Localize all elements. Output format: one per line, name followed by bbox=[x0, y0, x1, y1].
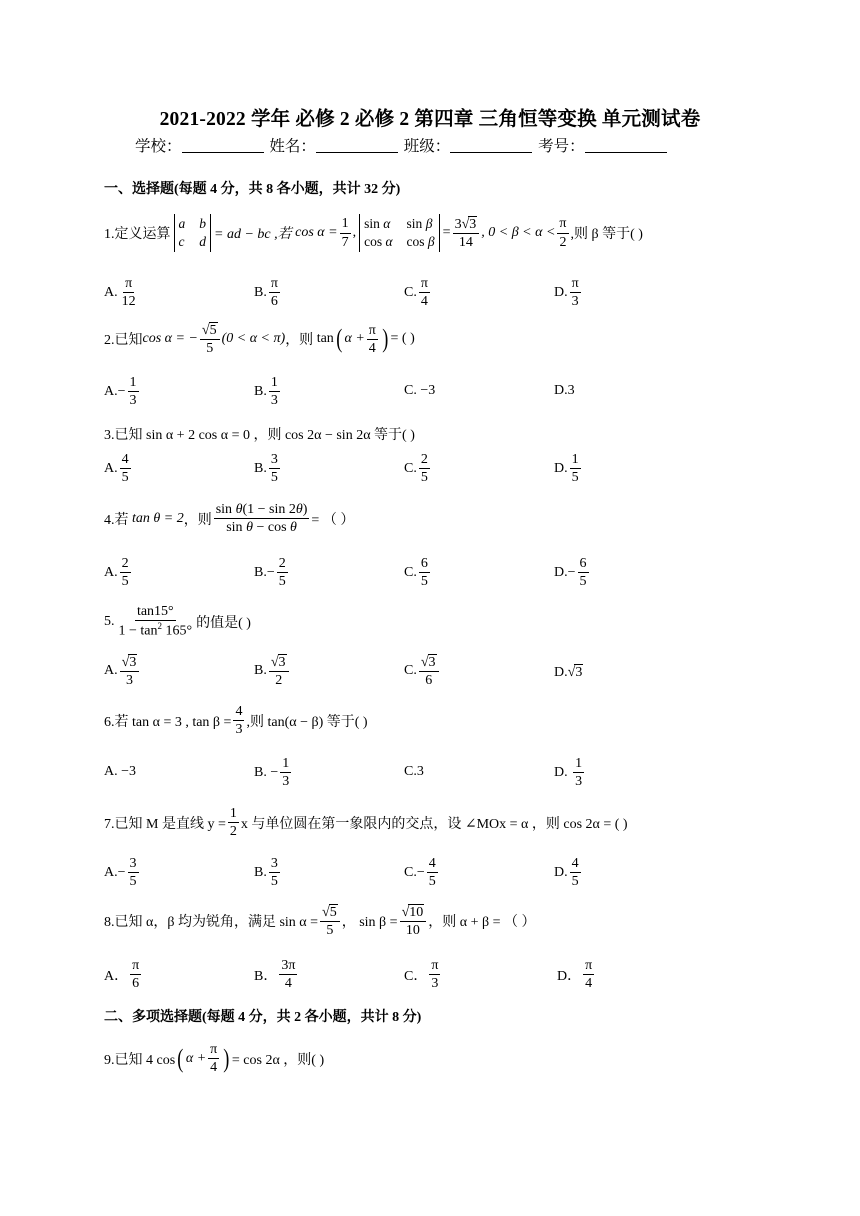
option-a[interactable]: A. −3 bbox=[104, 764, 137, 779]
option-c[interactable]: C. √ $\frac{3}{6}$ bbox=[404, 654, 441, 689]
determinant-trig: sin α sin β cos α cos β bbox=[359, 214, 440, 252]
option-c[interactable]: C.3 bbox=[404, 764, 424, 779]
question-1: 1.定义运算 a b c d = ad − bc ,若 cos α = $\frac{1}{7}$ , sin α sin β cos α cos β = $\frac{3√ 3}{14}$ , 0 < β < α < $\frac{\pi}{2}$ ,则 β 等于( ) bbox=[104, 214, 643, 252]
option-a[interactable]: A. − $\frac{1}{3}$ bbox=[104, 375, 137, 409]
option-d[interactable]: D. $\frac{1}{5}$ bbox=[554, 452, 579, 486]
exam-no-label: 考号： bbox=[538, 138, 585, 155]
option-b[interactable]: B. √ $\frac{3}{2}$ bbox=[254, 654, 291, 689]
question-5: 5. $\frac{\tan 15^\circ}{1 - \tan^2 165^\circ}$ 的值是( ) bbox=[104, 604, 251, 640]
question-4: 4.若 tan θ = 2 ，则 $\frac{\text{sin θ(1 − sin 2θ)}}{\text{sin θ − cos θ}}$ = （ ） bbox=[104, 502, 355, 536]
option-a[interactable]: A. $\frac{\pi}{12}$ bbox=[104, 276, 136, 310]
section-heading-multi: 二、多项选择题(每题 4 分，共 2 各小题，共计 8 分) bbox=[104, 1010, 422, 1025]
option-c[interactable]: C. $\frac{\pi}{4}$ bbox=[404, 276, 428, 310]
option-a[interactable]: A. $\frac{4}{5}$ bbox=[104, 452, 129, 486]
option-d[interactable]: D.3 bbox=[554, 383, 575, 398]
option-c[interactable]: C. −3 bbox=[404, 383, 436, 398]
name-label: 姓名： bbox=[269, 138, 316, 155]
option-d[interactable]: D. $\frac{\pi}{3}$ bbox=[554, 276, 579, 310]
option-d[interactable]: D. √ 3 bbox=[554, 664, 583, 681]
name-field[interactable] bbox=[316, 138, 398, 153]
option-b[interactable]: B. $\frac{3}{5}$ bbox=[254, 452, 278, 486]
question-2: 2.已知 cos α = − √ $\frac{5}{5}$ (0 < α < π) ，则 tan ( α + $\frac{\pi}{4}$ ) = ( ) bbox=[104, 322, 415, 357]
question-7: 7.已知 M 是直线 y = $\frac{1}{2}$ x 与单位圆在第一象限内的交点，设 ∠MOx = α ，则 cos 2α = ( ) bbox=[104, 806, 628, 840]
option-a[interactable]: A. $\frac{2}{5}$ bbox=[104, 556, 129, 590]
option-d[interactable]: D． $\frac{\pi}{4}$ bbox=[557, 958, 593, 992]
school-label: 学校： bbox=[135, 138, 182, 155]
determinant-abcd: a b c d bbox=[174, 214, 212, 252]
class-field[interactable] bbox=[450, 138, 532, 153]
question-9: 9.已知 4 cos ( α + $\frac{\pi}{4}$ ) = cos 2α ，则( ) bbox=[104, 1042, 325, 1076]
option-d[interactable]: D. − $\frac{6}{5}$ bbox=[554, 556, 587, 590]
option-b[interactable]: B. $\frac{\pi}{6}$ bbox=[254, 276, 278, 310]
option-a[interactable]: A. − $\frac{3}{5}$ bbox=[104, 856, 137, 890]
option-c[interactable]: C． $\frac{\pi}{3}$ bbox=[404, 958, 439, 992]
question-3: 3.已知 sin α + 2 cos α = 0 ，则 cos 2α − sin 2α 等于( ) bbox=[104, 428, 415, 443]
option-d[interactable]: D. $\frac{1}{3}$ bbox=[554, 756, 583, 790]
option-c[interactable]: C. − $\frac{4}{5}$ bbox=[404, 856, 436, 890]
question-8: 8.已知 α，β 均为锐角，满足 sin α = √ $\frac{5}{5}$ ， sin β = √ $\frac{10}{10}$ ，则 α + β = （ ） bbox=[104, 904, 536, 939]
question-6: 6.若 tan α = 3 , tan β = $\frac{4}{3}$ ,则 tan(α − β) 等于( ) bbox=[104, 704, 368, 738]
option-b[interactable]: B. − $\frac{1}{3}$ bbox=[254, 756, 290, 790]
page-title: 2021-2022 学年 必修 2 必修 2 第四章 三角恒等变换 单元测试卷 bbox=[159, 109, 701, 130]
option-b[interactable]: B. − $\frac{2}{5}$ bbox=[254, 556, 286, 590]
class-label: 班级： bbox=[403, 138, 451, 155]
option-c[interactable]: C. $\frac{6}{5}$ bbox=[404, 556, 428, 590]
option-b[interactable]: B． $\frac{3\pi}{4}$ bbox=[254, 958, 296, 992]
option-b[interactable]: B. $\frac{1}{3}$ bbox=[254, 375, 278, 409]
section-heading-single: 一、选择题(每题 4 分，共 8 各小题，共计 32 分) bbox=[104, 182, 401, 197]
option-d[interactable]: D. $\frac{4}{5}$ bbox=[554, 856, 579, 890]
school-field[interactable] bbox=[182, 138, 264, 153]
option-a[interactable]: A． $\frac{\pi}{6}$ bbox=[104, 958, 140, 992]
exam-no-field[interactable] bbox=[585, 138, 667, 153]
option-b[interactable]: B. $\frac{3}{5}$ bbox=[254, 856, 278, 890]
option-c[interactable]: C. $\frac{2}{5}$ bbox=[404, 452, 428, 486]
student-info-line bbox=[135, 134, 669, 156]
option-a[interactable]: A. √ $\frac{3}{3}$ bbox=[104, 654, 141, 689]
